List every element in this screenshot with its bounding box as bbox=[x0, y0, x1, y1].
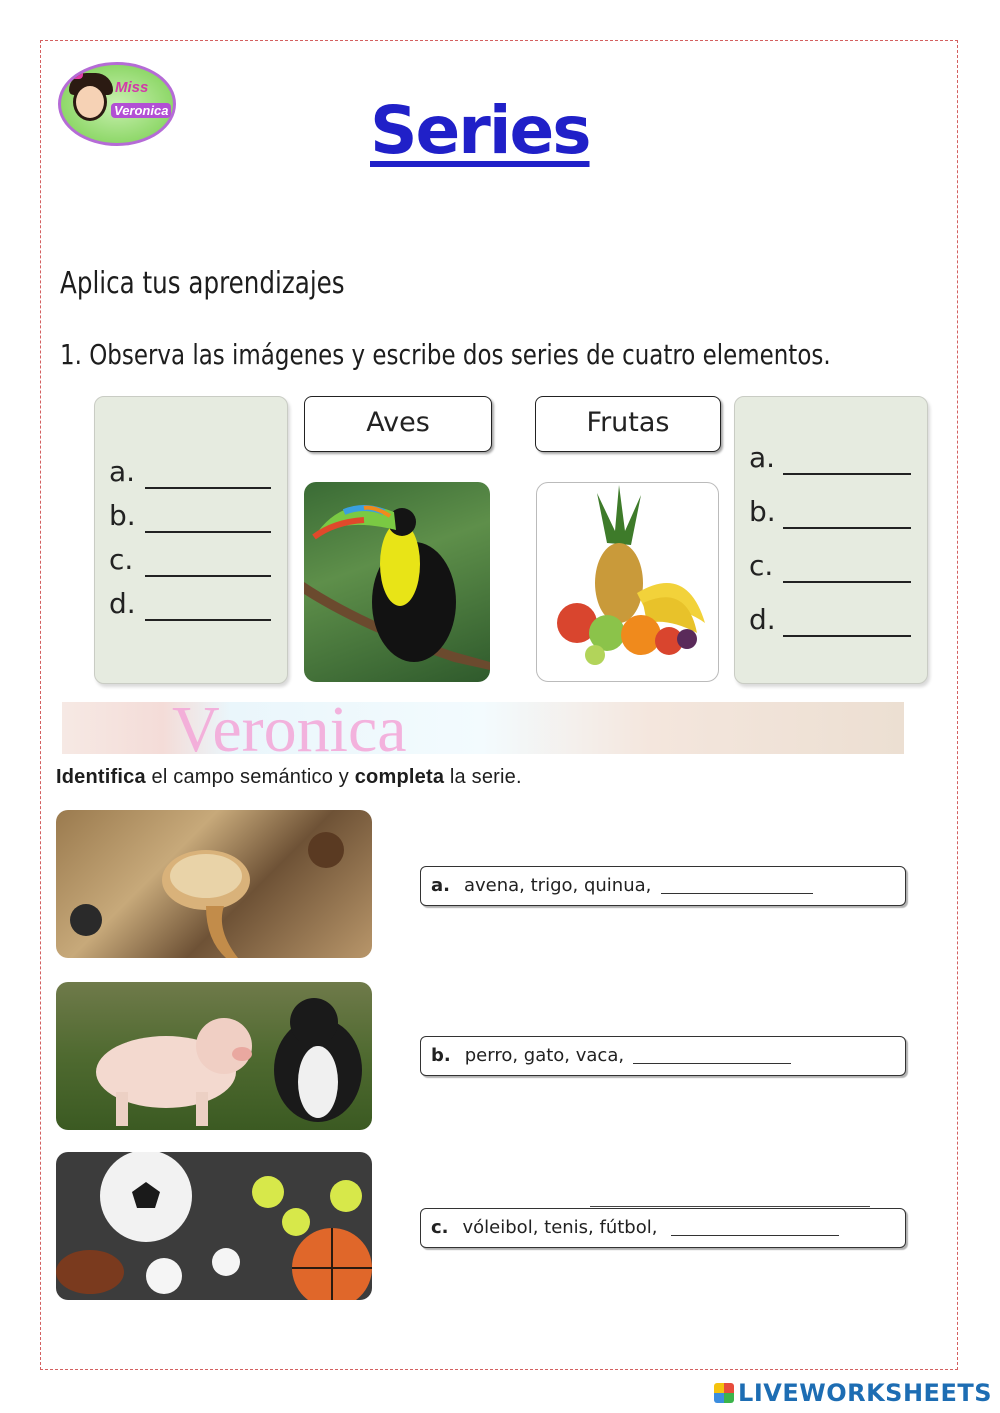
liveworksheets-logo-icon bbox=[714, 1383, 734, 1403]
instruction-verb-escribe: escribe bbox=[372, 338, 456, 371]
series-blank-b[interactable] bbox=[633, 1063, 791, 1064]
item-label-c: c. bbox=[749, 549, 774, 582]
series-blank-c[interactable] bbox=[671, 1235, 839, 1236]
series-letter: c. bbox=[431, 1217, 449, 1238]
series-text: perro, gato, vaca, bbox=[464, 1045, 625, 1066]
answer-blank-left-a[interactable] bbox=[145, 487, 271, 489]
exercise1-number: 1. bbox=[60, 338, 82, 371]
logo-girl-face bbox=[73, 83, 107, 121]
exercise1-instruction bbox=[60, 338, 831, 371]
banner-watermark-text: Veronica bbox=[172, 702, 407, 754]
page-title: Series bbox=[370, 92, 590, 169]
pig-dog-photo bbox=[56, 982, 372, 1130]
answer-panel-right bbox=[734, 396, 928, 684]
footer-brand-text: LIVEWORKSHEETS bbox=[738, 1379, 992, 1407]
series-answer-box-b bbox=[420, 1036, 906, 1076]
series-letter: b. bbox=[431, 1045, 451, 1066]
item-label-a: a. bbox=[749, 441, 776, 474]
toucan-photo bbox=[304, 482, 490, 682]
series-text: avena, trigo, quinua, bbox=[463, 875, 652, 896]
instruction-part: el campo semántico y bbox=[145, 766, 355, 788]
instruction-verb-observa: Observa bbox=[89, 338, 186, 371]
toucan-illustration bbox=[304, 482, 490, 682]
series-answer-box-c bbox=[420, 1208, 906, 1248]
series-blank-a[interactable] bbox=[661, 893, 813, 894]
fruit-photo bbox=[536, 482, 719, 682]
item-label-d: d. bbox=[749, 603, 776, 636]
item-label-b: b. bbox=[109, 499, 136, 532]
decorative-banner bbox=[62, 702, 904, 754]
miss-veronica-logo bbox=[58, 62, 176, 146]
item-label-c: c. bbox=[109, 543, 134, 576]
item-label-b: b. bbox=[749, 495, 776, 528]
sports-balls-photo bbox=[56, 1152, 372, 1300]
answer-panel-left bbox=[94, 396, 288, 684]
decorative-line-above-c bbox=[590, 1206, 870, 1207]
answer-blank-left-d[interactable] bbox=[145, 619, 271, 621]
category-label-aves: Aves bbox=[304, 396, 492, 452]
answer-blank-right-a[interactable] bbox=[783, 473, 911, 475]
logo-text-line2: Veronica bbox=[111, 103, 171, 118]
grains-illustration bbox=[56, 810, 372, 958]
logo-bow bbox=[67, 69, 83, 79]
exercise2-instruction bbox=[56, 766, 522, 789]
item-label-a: a. bbox=[109, 455, 136, 488]
instruction-part: dos series de cuatro elementos. bbox=[455, 338, 831, 371]
fruit-illustration bbox=[537, 483, 719, 682]
logo-text-line1: Miss bbox=[115, 79, 149, 96]
section-heading: Aplica tus aprendizajes bbox=[60, 266, 345, 301]
instruction-verb-completa: completa bbox=[354, 766, 445, 788]
item-label-d: d. bbox=[109, 587, 136, 620]
instruction-part: las imágenes y bbox=[185, 338, 373, 371]
liveworksheets-footer[interactable] bbox=[714, 1379, 992, 1407]
answer-blank-right-b[interactable] bbox=[783, 527, 911, 529]
answer-blank-right-d[interactable] bbox=[783, 635, 911, 637]
pig-dog-illustration bbox=[56, 982, 372, 1130]
answer-blank-left-b[interactable] bbox=[145, 531, 271, 533]
answer-blank-right-c[interactable] bbox=[783, 581, 911, 583]
sports-balls-illustration bbox=[56, 1152, 372, 1300]
series-answer-box-a bbox=[420, 866, 906, 906]
instruction-verb-identifica: Identifica bbox=[56, 766, 146, 788]
answer-blank-left-c[interactable] bbox=[145, 575, 271, 577]
category-label-frutas: Frutas bbox=[535, 396, 721, 452]
series-text: vóleibol, tenis, fútbol, bbox=[462, 1217, 658, 1238]
series-letter: a. bbox=[431, 875, 450, 896]
grains-photo bbox=[56, 810, 372, 958]
instruction-part: la serie. bbox=[444, 766, 522, 788]
